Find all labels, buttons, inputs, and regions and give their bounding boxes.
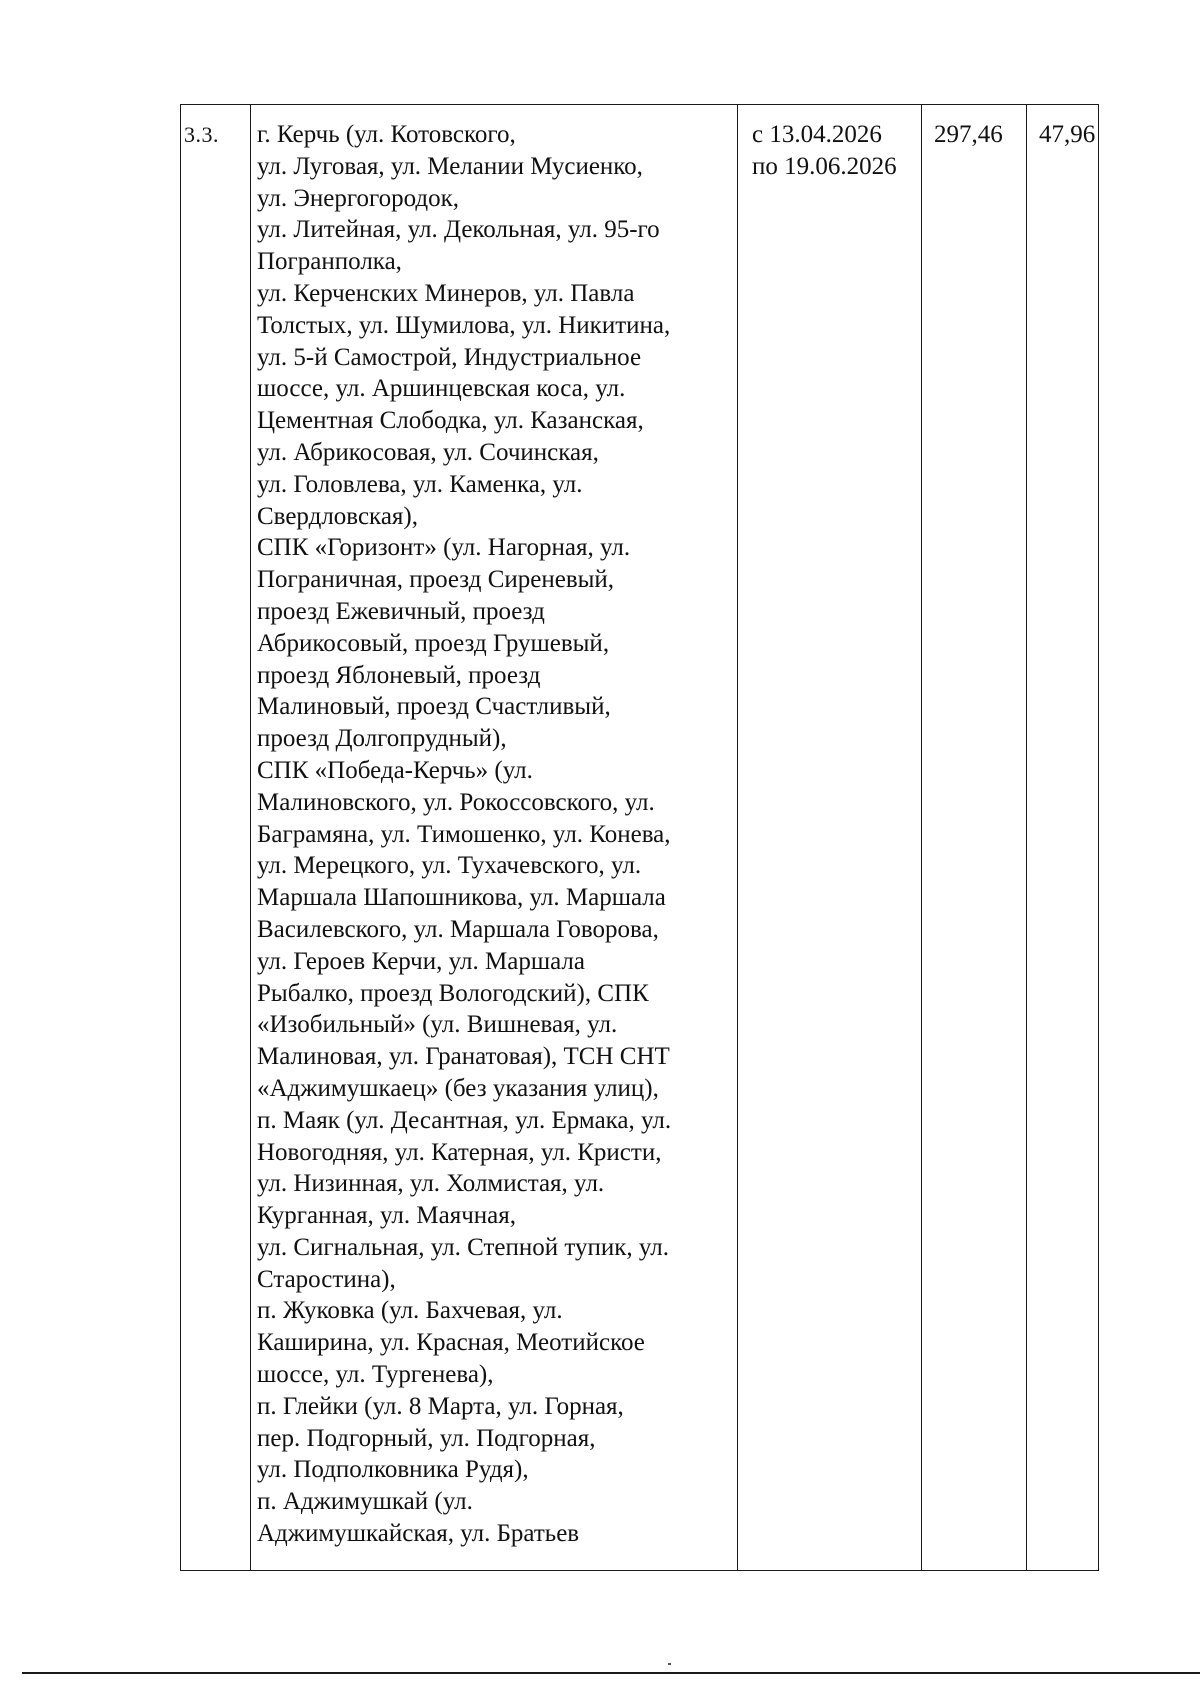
address-line: Абрикосовый, проезд Грушевый, [257, 629, 610, 657]
address-line: ул. 5-й Самострой, Индустриальное [257, 343, 642, 371]
address-line: проезд Яблоневый, проезд [257, 661, 541, 689]
address-line: ул. Подполковника Рудя), [257, 1456, 529, 1484]
address-line: СПК «Горизонт» (ул. Нагорная, ул. [257, 534, 631, 562]
address-line: Баграмяна, ул. Тимошенко, ул. Конева, [257, 820, 671, 848]
address-line: «Аджимушкаец» (без указания улиц), [257, 1074, 659, 1102]
value-2-cell: 47,96 [1027, 105, 1099, 1571]
schedule-table [180, 104, 1099, 1571]
address-line: ул. Керченских Минеров, ул. Павла [257, 279, 635, 307]
address-line: проезд Долгопрудный), [257, 725, 507, 753]
address-line: Новогодняя, ул. Катерная, ул. Кристи, [257, 1138, 662, 1166]
address-list [251, 105, 738, 1571]
address-line: ул. Энергогородок, [257, 184, 460, 212]
address-line: шоссе, ул. Аршинцевская коса, ул. [257, 375, 626, 403]
address-line: Рыбалко, проезд Вологодский), СПК [257, 979, 649, 1007]
address-line: Пограничная, проезд Сиреневый, [257, 566, 615, 594]
address-line: шоссе, ул. Тургенева), [257, 1361, 494, 1389]
address-line: ул. Литейная, ул. Декольная, ул. 95-го [257, 216, 660, 244]
address-line: Толстых, ул. Шумилова, ул. Никитина, [257, 311, 671, 339]
address-line: п. Глейки (ул. 8 Марта, ул. Горная, [257, 1392, 624, 1420]
period-cell [738, 105, 922, 1571]
address-line: Цементная Слободка, ул. Казанская, [257, 407, 644, 435]
address-line: Малиновый, проезд Счастливый, [257, 693, 611, 721]
address-line: пер. Подгорный, ул. Подгорная, [257, 1424, 596, 1452]
address-line: ул. Луговая, ул. Мелании Мусиенко, [257, 152, 643, 180]
address-line: Старостина), [257, 1265, 396, 1293]
address-line: Курганная, ул. Маячная, [257, 1202, 516, 1230]
address-line: п. Аджимушкай (ул. [257, 1488, 473, 1516]
address-line: Малиновского, ул. Рокоссовского, ул. [257, 788, 655, 816]
value-1-cell: 297,46 [922, 105, 1027, 1571]
address-line: п. Маяк (ул. Десантная, ул. Ермака, ул. [257, 1106, 672, 1134]
address-line: проезд Ежевичный, проезд [257, 597, 545, 625]
scan-speck [668, 1663, 671, 1665]
address-line: СПК «Победа-Керчь» (ул. [257, 756, 533, 784]
address-line: г. Керчь (ул. Котовского, [257, 121, 516, 148]
table-row [181, 105, 1099, 1571]
address-line: Свердловская), [257, 502, 418, 530]
address-line: ул. Головлева, ул. Каменка, ул. [257, 470, 583, 498]
address-line: ул. Низинная, ул. Холмистая, ул. [257, 1170, 605, 1198]
address-line: Василевского, ул. Маршала Говорова, [257, 915, 659, 943]
address-line: «Изобильный» (ул. Вишневая, ул. [257, 1011, 618, 1039]
address-line: ул. Абрикосовая, ул. Сочинская, [257, 438, 599, 466]
period-start: с 13.04.2026 [752, 121, 882, 148]
address-line: Погранполка, [257, 248, 402, 276]
address-line: Каширина, ул. Красная, Меотийское [257, 1329, 645, 1357]
period-end: по 19.06.2026 [752, 152, 897, 180]
address-line: ул. Героев Керчи, ул. Маршала [257, 947, 585, 975]
address-line: ул. Мерецкого, ул. Тухачевского, ул. [257, 852, 642, 880]
address-line: п. Жуковка (ул. Бахчевая, ул. [257, 1297, 563, 1325]
address-line: Аджимушкайская, ул. Братьев [257, 1520, 580, 1548]
address-line: ул. Сигнальная, ул. Степной тупик, ул. [257, 1233, 669, 1261]
footer-divider [22, 1672, 1200, 1674]
row-number: 3.3. [181, 105, 251, 1571]
address-line: Малиновая, ул. Гранатовая), ТСН СНТ [257, 1043, 670, 1071]
address-line: Маршала Шапошникова, ул. Маршала [257, 884, 666, 912]
